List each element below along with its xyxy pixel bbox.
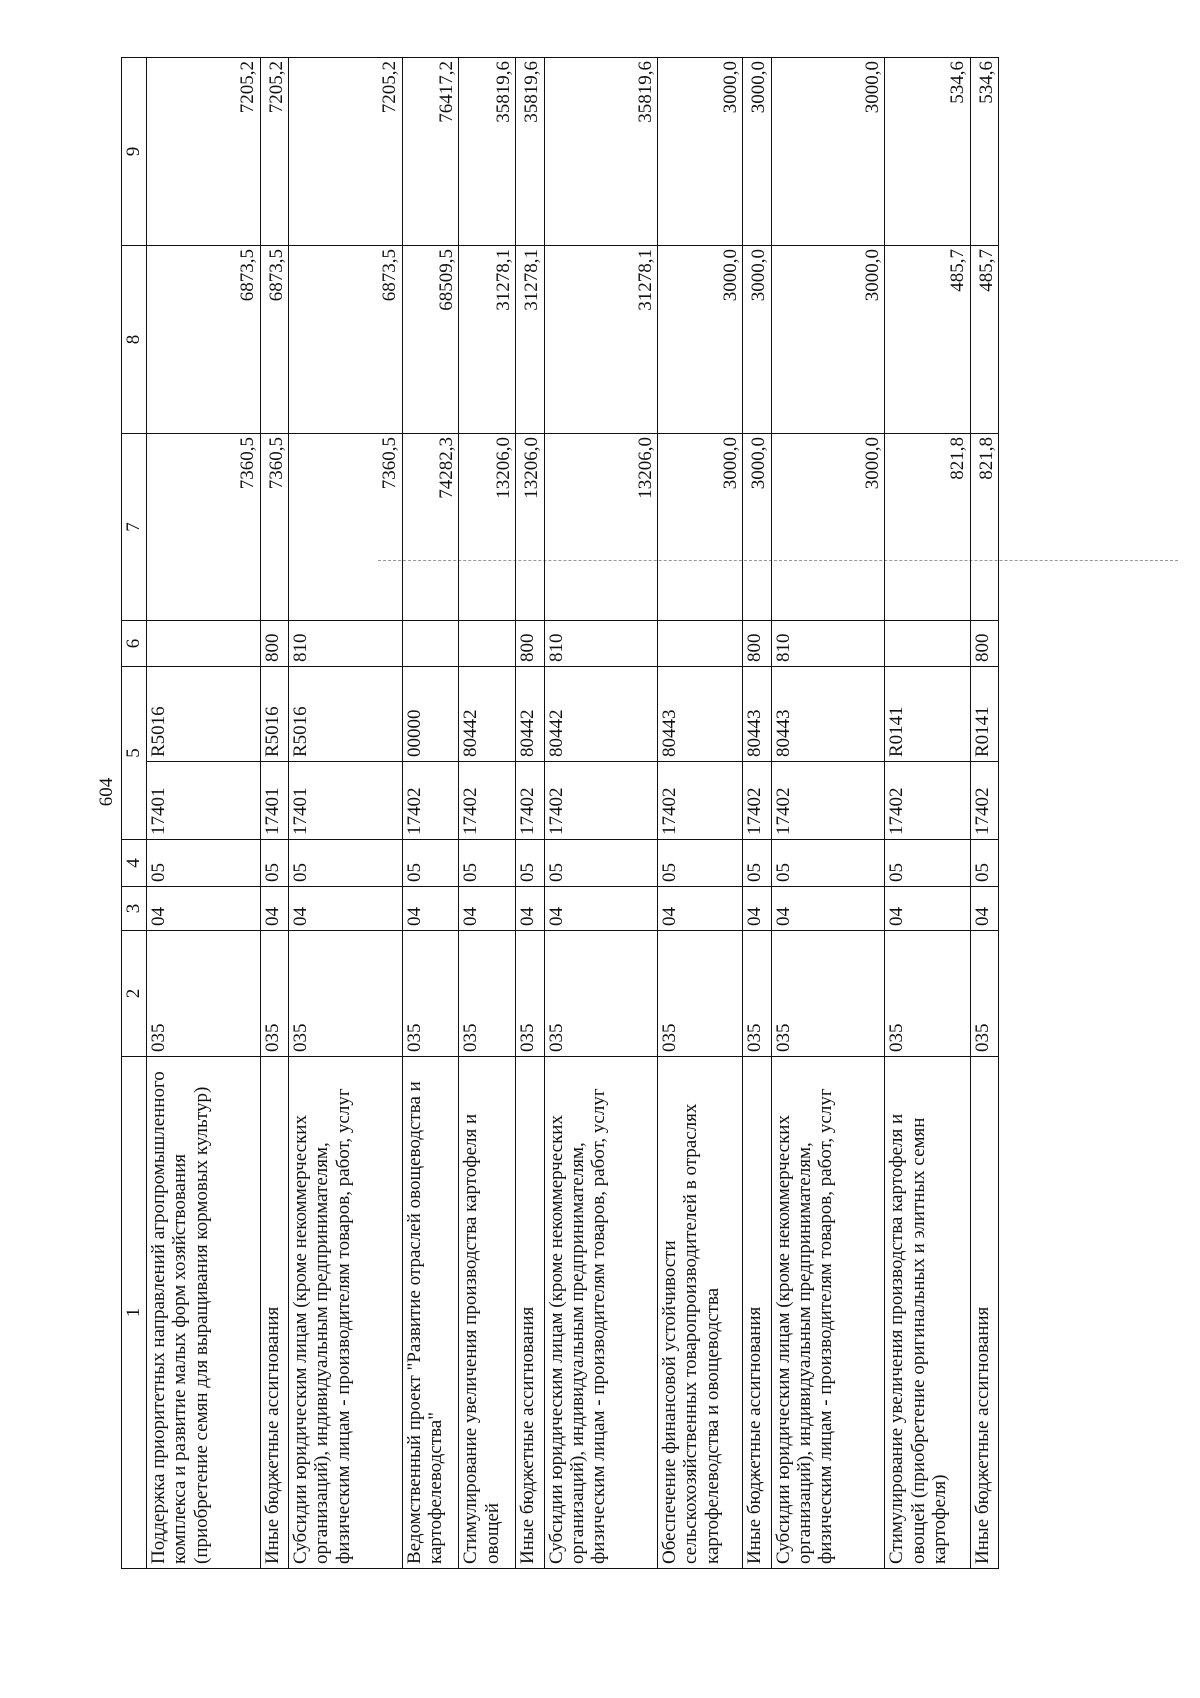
section-code: 04 — [743, 887, 771, 931]
budget-table-wrapper — [121, 58, 999, 1569]
direction-code: R5016 — [147, 667, 261, 762]
amount-col8: 31278,1 — [459, 246, 516, 434]
direction-code: 80442 — [544, 667, 658, 762]
program-code: 17402 — [970, 762, 998, 840]
expense-type-code: 800 — [743, 621, 771, 667]
amount-col7: 74282,3 — [402, 434, 459, 621]
amount-col9: 3000,0 — [743, 58, 771, 246]
section-code: 04 — [288, 887, 402, 931]
direction-code: 00000 — [402, 667, 459, 762]
program-code: 17401 — [260, 762, 288, 840]
section-code: 04 — [544, 887, 658, 931]
table-row — [147, 58, 261, 1569]
amount-col9: 7205,2 — [147, 58, 261, 246]
amount-col9: 3000,0 — [658, 58, 743, 246]
row-name: Обеспечение финансовой устойчивости сельскохозяйственных товаропроизводителей в отраслях картофелеводства и овощеводства — [658, 1057, 743, 1569]
expense-type-code: 810 — [288, 621, 402, 667]
section-code: 04 — [516, 887, 544, 931]
amount-col7: 13206,0 — [544, 434, 658, 621]
program-code: 17402 — [771, 762, 885, 840]
direction-code: 80443 — [743, 667, 771, 762]
subsection-code: 05 — [288, 840, 402, 887]
amount-col8: 3000,0 — [743, 246, 771, 434]
subsection-code: 05 — [885, 840, 970, 887]
amount-col7: 7360,5 — [288, 434, 402, 621]
row-name: Субсидии юридическим лицам (кроме некоммерческих организаций), индивидуальным предпринимателям, физическим лицам - производителям товаров, работ, услуг — [288, 1057, 402, 1569]
direction-code: R0141 — [885, 667, 970, 762]
ministry-code: 035 — [743, 931, 771, 1057]
amount-col9: 35819,6 — [544, 58, 658, 246]
amount-col8: 6873,5 — [288, 246, 402, 434]
header-row — [122, 58, 147, 1569]
amount-col8: 485,7 — [885, 246, 970, 434]
column-header-8: 8 — [122, 246, 147, 434]
table-row — [658, 58, 743, 1569]
amount-col7: 13206,0 — [459, 434, 516, 621]
program-code: 17401 — [147, 762, 261, 840]
amount-col8: 31278,1 — [516, 246, 544, 434]
section-code: 04 — [970, 887, 998, 931]
direction-code: 80443 — [658, 667, 743, 762]
amount-col9: 534,6 — [885, 58, 970, 246]
amount-col8: 6873,5 — [260, 246, 288, 434]
ministry-code: 035 — [970, 931, 998, 1057]
amount-col7: 821,8 — [885, 434, 970, 621]
direction-code: R0141 — [970, 667, 998, 762]
amount-col8: 68509,5 — [402, 246, 459, 434]
expense-type-code: 800 — [260, 621, 288, 667]
program-code: 17402 — [516, 762, 544, 840]
ministry-code: 035 — [658, 931, 743, 1057]
direction-code: 80442 — [516, 667, 544, 762]
direction-code: 80442 — [459, 667, 516, 762]
table-body — [147, 58, 999, 1569]
expense-type-code — [147, 621, 261, 667]
expense-type-code — [459, 621, 516, 667]
ministry-code: 035 — [260, 931, 288, 1057]
table-row — [771, 58, 885, 1569]
amount-col9: 7205,2 — [288, 58, 402, 246]
direction-code: R5016 — [288, 667, 402, 762]
table-row — [544, 58, 658, 1569]
subsection-code: 05 — [544, 840, 658, 887]
program-code: 17402 — [544, 762, 658, 840]
ministry-code: 035 — [885, 931, 970, 1057]
ministry-code: 035 — [402, 931, 459, 1057]
section-code: 04 — [658, 887, 743, 931]
table-row — [885, 58, 970, 1569]
amount-col8: 3000,0 — [771, 246, 885, 434]
ministry-code: 035 — [288, 931, 402, 1057]
amount-col8: 6873,5 — [147, 246, 261, 434]
amount-col9: 35819,6 — [516, 58, 544, 246]
page-number: 604 — [96, 777, 117, 807]
section-code: 04 — [402, 887, 459, 931]
amount-col9: 3000,0 — [771, 58, 885, 246]
ministry-code: 035 — [544, 931, 658, 1057]
table-row — [260, 58, 288, 1569]
table-row — [288, 58, 402, 1569]
subsection-code: 05 — [260, 840, 288, 887]
ministry-code: 035 — [459, 931, 516, 1057]
direction-code: 80443 — [771, 667, 885, 762]
table-row — [459, 58, 516, 1569]
row-name: Иные бюджетные ассигнования — [260, 1057, 288, 1569]
program-code: 17402 — [743, 762, 771, 840]
amount-col7: 3000,0 — [743, 434, 771, 621]
program-code: 17402 — [658, 762, 743, 840]
row-name: Ведомственный проект "Развитие отраслей овощеводства и картофелеводства" — [402, 1057, 459, 1569]
amount-col9: 76417,2 — [402, 58, 459, 246]
amount-col9: 534,6 — [970, 58, 998, 246]
amount-col8: 485,7 — [970, 246, 998, 434]
amount-col9: 35819,6 — [459, 58, 516, 246]
program-code: 17402 — [459, 762, 516, 840]
amount-col9: 7205,2 — [260, 58, 288, 246]
expense-type-code: 800 — [970, 621, 998, 667]
subsection-code: 05 — [771, 840, 885, 887]
section-code: 04 — [260, 887, 288, 931]
section-code: 04 — [459, 887, 516, 931]
section-code: 04 — [885, 887, 970, 931]
expense-type-code — [885, 621, 970, 667]
row-name: Стимулирование увеличения производства картофеля и овощей (приобретение оригинальных и элитных семян картофеля) — [885, 1057, 970, 1569]
amount-col7: 3000,0 — [658, 434, 743, 621]
row-name: Иные бюджетные ассигнования — [743, 1057, 771, 1569]
ministry-code: 035 — [147, 931, 261, 1057]
column-header-6: 6 — [122, 621, 147, 667]
table-row — [516, 58, 544, 1569]
amount-col8: 3000,0 — [658, 246, 743, 434]
amount-col7: 7360,5 — [260, 434, 288, 621]
expense-type-code: 810 — [771, 621, 885, 667]
column-header-3: 3 — [122, 887, 147, 931]
section-code: 04 — [147, 887, 261, 931]
program-code: 17402 — [402, 762, 459, 840]
row-name: Иные бюджетные ассигнования — [516, 1057, 544, 1569]
ministry-code: 035 — [516, 931, 544, 1057]
subsection-code: 05 — [743, 840, 771, 887]
budget-table — [121, 57, 999, 1569]
expense-type-code — [402, 621, 459, 667]
ministry-code: 035 — [771, 931, 885, 1057]
subsection-code: 05 — [402, 840, 459, 887]
program-code: 17401 — [288, 762, 402, 840]
subsection-code: 05 — [970, 840, 998, 887]
amount-col7: 821,8 — [970, 434, 998, 621]
amount-col7: 13206,0 — [516, 434, 544, 621]
row-name: Субсидии юридическим лицам (кроме некоммерческих организаций), индивидуальным предпринимателям, физическим лицам - производителям товаров, работ, услуг — [771, 1057, 885, 1569]
column-header-7: 7 — [122, 434, 147, 621]
amount-col7: 7360,5 — [147, 434, 261, 621]
subsection-code: 05 — [658, 840, 743, 887]
column-header-2: 2 — [122, 931, 147, 1057]
row-name: Поддержка приоритетных направлений агропромышленного комплекса и развитие малых форм хозяйствования (приобретение семян для выращивания кормовых культур) — [147, 1057, 261, 1569]
expense-type-code — [658, 621, 743, 667]
expense-type-code: 810 — [544, 621, 658, 667]
column-header-4: 4 — [122, 840, 147, 887]
program-code: 17402 — [885, 762, 970, 840]
table-row — [743, 58, 771, 1569]
table-row — [970, 58, 998, 1569]
subsection-code: 05 — [459, 840, 516, 887]
amount-col7: 3000,0 — [771, 434, 885, 621]
amount-col8: 31278,1 — [544, 246, 658, 434]
table-row — [402, 58, 459, 1569]
column-header-5: 5 — [122, 667, 147, 840]
expense-type-code: 800 — [516, 621, 544, 667]
subsection-code: 05 — [516, 840, 544, 887]
row-name: Иные бюджетные ассигнования — [970, 1057, 998, 1569]
direction-code: R5016 — [260, 667, 288, 762]
section-code: 04 — [771, 887, 885, 931]
column-header-9: 9 — [122, 58, 147, 246]
subsection-code: 05 — [147, 840, 261, 887]
column-header-1: 1 — [122, 1057, 147, 1569]
row-name: Субсидии юридическим лицам (кроме некоммерческих организаций), индивидуальным предпринимателям, физическим лицам - производителям товаров, работ, услуг — [544, 1057, 658, 1569]
row-name: Стимулирование увеличения производства картофеля и овощей — [459, 1057, 516, 1569]
